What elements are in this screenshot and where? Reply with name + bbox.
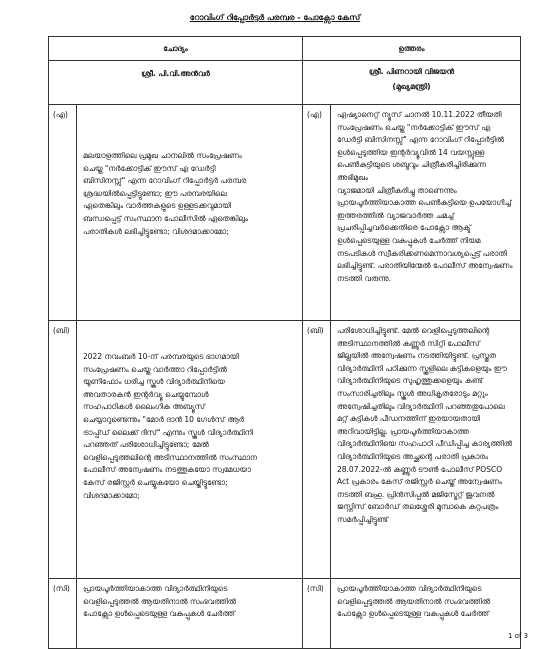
text-line: പറഞ്ഞത് പരിശോധിച്ചിട്ടുണ്ടോ; മേൽ <box>83 440 209 450</box>
question-column-header: ചോദ്യം <box>49 37 303 61</box>
question-label: (എ) <box>49 105 77 321</box>
text-line: വെളിപ്പെടുത്തലിന്റെ അടിസ്ഥാനത്തിൽ സംസ്ഥാന <box>83 452 257 462</box>
text-line: ഉൾപ്പെടെയുള്ള വകുപ്പുകൾ ചേർത്ത് നിയമ <box>337 235 481 245</box>
text-line: വെളിപ്പെടുത്തൽ ആയതിനാൽ സംഭവത്തിൽ <box>337 596 491 606</box>
text-line: ലഭിച്ചിട്ടുണ്ട്. പരാതിയിന്മേൽ പോലീസ് അന്വേഷണം <box>337 261 513 271</box>
text-line: പ്രചരിപ്പിച്ചവർക്കെതിരെ പോക്സോ ആക്ട് <box>337 223 471 233</box>
text-line: ഏഷ്യാനെറ്റ് ന്യൂസ് ചാനൽ 10.11.2022 തീയതി <box>337 110 502 119</box>
text-line: അടിസ്ഥാനത്തിൽ കണ്ണൂർ സിറ്റി പോലീസ് <box>337 338 480 348</box>
text-line: Act പ്രകാരം കേസ് രജിസ്റ്റർ ചെയ്ത് അന്വേഷണം <box>337 477 503 487</box>
text-line: അവതാരകൻ ഇന്റർവ്യൂ ചെയ്യുമ്പോൾ <box>83 389 209 399</box>
text-line: ഇത്തരത്തിൽ വ്യാജവാർത്ത ചമച്ച് <box>337 210 455 220</box>
page-number: 1 of 3 <box>508 632 529 640</box>
qa-row-a <box>49 105 521 321</box>
text-line: പരിശോധിച്ചിട്ടുണ്ട്. മേൽ വെളിപ്പെടുത്തലിന്റെ <box>337 326 490 335</box>
text-line: അറിവായിട്ടില്ല. പ്രായപൂർത്തിയാകാത്ത <box>337 426 469 436</box>
text-line: പോക്സോ ഉൾപ്പെടെയുള്ള വകുപ്പുകൾ ചേർത്ത് <box>83 609 235 619</box>
answerer-name: ശ്രീ. പിണറായി വിജയൻ <box>368 67 455 76</box>
text-line: മറ്റ് കുട്ടികൾ പീഡനത്തിന് ഇരയായതായി <box>337 414 481 424</box>
text-line: യൂണിഫോം ധരിച്ച സ്കൂൾ വിദ്യാർത്ഥിനിയെ <box>83 377 225 387</box>
text-line: ട്രാപ്പ്ഡ് ലൈക്ക് ദിസ്" എന്നും സ്കൂൾ വിദ്യാർത്ഥിനി <box>83 427 253 437</box>
text-line: നടത്തി ബഹു. പ്രിൻസിപ്പൽ മജിസ്ട്രേറ്റ് ജുവനൽ <box>337 489 495 499</box>
text-line: പോലീസ് അന്വേഷണം നടത്തുകയോ സ്വമേധയാ <box>83 465 251 475</box>
document-title: റോവിംഗ് റിപ്പോർട്ടർ പരമ്പര - പോക്സോ കേസ് <box>189 13 361 22</box>
text-line: മലയാളത്തിലെ പ്രമുഖ ചാനലിൽ സംപ്രേഷണം <box>83 151 242 160</box>
text-line: ജസ്റ്റിസ് ബോർഡ് തലശ്ശേരി മുമ്പാകെ കറ്റപത്രം <box>337 502 499 512</box>
text-line: വിദ്യാർത്ഥിനിയുടെ സുഹൃത്തുക്കളെയും കണ്ട് <box>337 376 483 386</box>
question-text <box>77 321 303 579</box>
answerer-block <box>303 61 521 105</box>
text-line: വിദ്യാർത്ഥിനിയുടെ അച്ഛന്റെ പരാതി പ്രകാരം <box>337 451 489 461</box>
text-line: ബിസിനസ്സ്" എന്ന റോവിംഗ് റിപ്പോർട്ടർ പരമ്പര <box>83 176 247 186</box>
text-line: ചെയ്യാറുണ്ടെന്നും "മോർ ദാൻ 10 ഗേൾസ് ആർ <box>83 414 244 424</box>
question-label: (ബി) <box>49 321 77 579</box>
answer-text <box>331 579 521 649</box>
text-line: വിദ്യാർത്ഥിനി പഠിക്കുന്ന സ്കൂളിലെ കുട്ടികളെയും ഈ <box>337 363 507 373</box>
text-line: പ്രായപൂർത്തിയാകാത്ത വിദ്യാർത്ഥിനിയുടെ <box>83 584 228 593</box>
text-line: 28.07.2022-ൽ കണ്ണൂർ ടൗൺ പോലീസ് POSCO <box>337 464 503 474</box>
question-text <box>77 105 303 321</box>
text-line: പ്രായപൂർത്തിയാകാത്ത പെൺകുട്ടിയെ ഉപയോഗിച്ച് <box>337 198 512 208</box>
text-line: കേസ് രജിസ്റ്റർ ചെയ്യുകയോ ചെയ്തിട്ടുണ്ടോ; <box>83 477 228 487</box>
answer-text <box>331 105 521 321</box>
questioner-name: ശ്രീ. പി.വി.അൻവർ <box>49 61 303 105</box>
text-line: സംപ്രേഷണം ചെയ്ത "നർക്കോട്ടിക് ഈസ് എ <box>337 122 491 132</box>
text-line: ശ്രദ്ധയിൽപ്പെട്ടിട്ടുണ്ടോ; ഈ പരമ്പരയിലെ <box>83 188 227 198</box>
text-line: സംസാരിച്ചതിലും സ്കൂൾ അധികൃതരോടും മറ്റും <box>337 388 488 398</box>
text-line: സംപ്രേഷണം ചെയ്ത വാർത്താ റിപ്പോർട്ടിൽ <box>83 364 227 374</box>
text-line: 2022 നവംബർ 10-ന് പരമ്പരയുടെ ഭാഗമായി <box>83 352 239 361</box>
answer-label: (ബി) <box>303 321 331 579</box>
text-line: നടത്തി വരുന്നു. <box>337 273 391 283</box>
text-line: വ്യാജമായി ചിത്രീകരിച്ചു താണെന്നും <box>337 185 457 195</box>
text-line: വിദ്യാർത്ഥിനിയെ സഹപാഠി പീഡിപ്പിച്ച കാര്യത്തിൽ <box>337 439 513 449</box>
text-line: ബന്ധപ്പെട്ട് സംസ്ഥാന പോലീസിൽ ഏതെങ്കിലും <box>83 213 249 223</box>
text-line: പ്രായപൂർത്തിയാകാത്ത വിദ്യാർത്ഥിനിയുടെ <box>337 584 482 593</box>
text-line: ഏതെങ്കിലും വാർത്തകളുടെ ഉള്ളടക്കവുമായി <box>83 201 232 211</box>
answer-column-header: ഉത്തരം <box>303 37 521 61</box>
text-line: സമർപ്പിച്ചിട്ടുണ്ട് <box>337 514 388 524</box>
text-line: സഹപാഠികൾ ലൈംഗിക അബ്യൂസ് <box>83 402 205 412</box>
answer-label: (സി) <box>303 579 331 649</box>
text-line: അന്വേഷിച്ചതിലും വിദ്യാർത്ഥിനി പറഞ്ഞതുപോലെ <box>337 401 505 411</box>
text-line: ചെയ്ത "നർക്കോട്ടിക് ഈസ് എ ഡേർട്ടി <box>83 163 216 173</box>
text-line: പോക്സോ ഉൾപ്പെടെയുള്ള വകുപ്പുകൾ ചേർത്ത് <box>337 609 489 619</box>
text-line: ജില്ലയിൽ അന്വേഷണം നടത്തിയിട്ടുണ്ട്. പ്രസ്തുത <box>337 351 497 361</box>
qa-row-c <box>49 579 521 649</box>
question-text <box>77 579 303 649</box>
text-line: പരാതികൾ ലഭിച്ചിട്ടുണ്ടോ; വിശദമാക്കാമോ; <box>83 226 229 236</box>
text-line: നടപടികൾ സ്വീകരിക്കണമെന്നാവശ്യപ്പെട്ട് പരാതി <box>337 248 507 258</box>
text-line: ഡേർട്ടി ബിസിനസ്സ്" എന്ന റോവിംഗ് റിപ്പോർട്ടിൽ <box>337 135 505 145</box>
answer-label: (എ) <box>303 105 331 321</box>
answer-text <box>331 321 521 579</box>
text-line: വെളിപ്പെടുത്തൽ ആയതിനാൽ സംഭവത്തിൽ <box>83 596 237 606</box>
text-line: വിശദമാക്കാമോ; <box>83 490 140 500</box>
qa-row-b <box>49 321 521 579</box>
question-answer-table <box>48 36 521 649</box>
question-label: (സി) <box>49 579 77 649</box>
text-line: പെൺകുട്ടിയുടെ ശബ്ദവും ചിത്രീകരിച്ചിരിക്കുന്ന അഭിമുഖം <box>337 160 487 182</box>
text-line: ഉൾപ്പെടുത്തിയ ഇന്റർവ്യൂവിൽ 14 വയസ്സുള്ള <box>337 147 485 157</box>
answerer-role: (മുഖ്യമന്ത്രി) <box>392 82 431 91</box>
